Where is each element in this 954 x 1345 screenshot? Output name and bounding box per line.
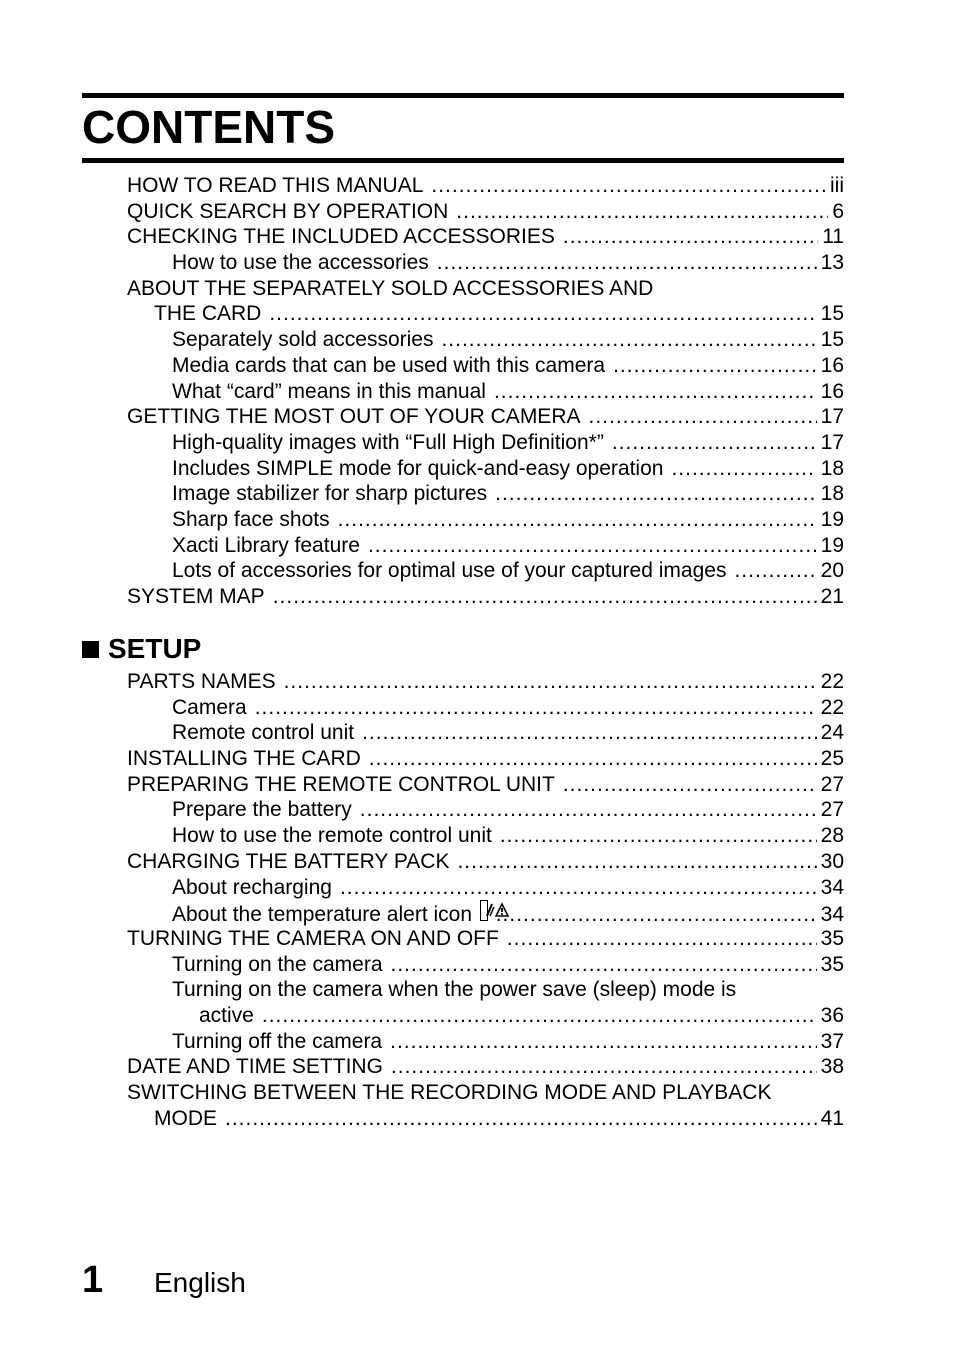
dot-leader [391,952,817,978]
dot-leader [369,746,817,772]
toc-entry [127,926,844,952]
toc-entry-label: GETTING THE MOST OUT OF YOUR CAMERA [127,405,581,429]
toc-entry-label: CHECKING THE INCLUDED ACCESSORIES [127,225,555,249]
toc-entry-page: 6 [832,199,844,223]
toc-entry [127,456,844,482]
dot-leader [273,584,817,610]
toc-entry-label: Separately sold accessories [172,328,434,352]
dot-leader [671,456,816,482]
toc-entry-label: HOW TO READ THIS MANUAL [127,174,424,197]
section-heading-setup [82,632,201,666]
toc-entry-page: 15 [820,302,844,326]
toc-entry-label: What “card” means in this manual [172,379,486,403]
toc-entry [127,430,844,456]
toc-entry [127,977,844,1003]
toc-entry [127,199,844,225]
toc-entry-page: 34 [820,903,844,927]
toc-entry-label: SWITCHING BETWEEN THE RECORDING MODE AND PLAYBACK [127,1081,772,1104]
dot-leader [437,250,817,276]
dot-leader [284,669,817,695]
toc-entry [127,746,844,772]
dot-leader [495,481,817,507]
toc-entry-label: Prepare the battery [172,798,352,822]
toc-entry-label: PREPARING THE REMOTE CONTROL UNIT [127,772,555,796]
dot-leader [441,327,816,353]
toc-entry-page: 36 [820,1003,844,1027]
toc-entry [127,720,844,746]
toc-entry-label: Turning on the camera [172,952,383,976]
toc-entry [127,1003,844,1029]
toc-entry [127,353,844,379]
title-rule-top [82,93,844,98]
dot-leader [500,823,817,849]
toc-entry-page: 38 [820,1055,844,1079]
toc-entry-label: active [199,1003,254,1027]
toc-entry-page: 22 [820,670,844,693]
toc-entry [127,327,844,353]
section-heading-label: SETUP [108,633,202,664]
toc-entry-label: Sharp face shots [172,507,330,531]
toc-entry [127,797,844,823]
dot-leader [340,875,817,901]
toc-entry [127,584,844,610]
toc-entry-label: High-quality images with “Full High Definition*” [172,430,604,454]
toc-entry-page: 37 [820,1029,844,1053]
toc-entry [127,952,844,978]
toc-entry-page: 21 [820,585,844,608]
dot-leader [391,1054,817,1080]
toc-entry-label: INSTALLING THE CARD [127,747,361,771]
toc-entry-page: 17 [820,405,844,429]
toc-entry-label: QUICK SEARCH BY OPERATION [127,199,449,223]
toc-entry [127,276,844,302]
toc-entry-page: 41 [820,1106,844,1130]
toc-entry-page: 25 [820,747,844,771]
page-title: CONTENTS [82,101,335,153]
toc-entry-page: 19 [820,507,844,531]
toc-entry-page: 24 [820,721,844,745]
toc-entry [127,1054,844,1080]
toc-entry [127,533,844,559]
toc-main-list [127,173,844,610]
toc-entry-page: 30 [820,849,844,873]
toc-entry [127,558,844,584]
dot-leader [431,173,826,199]
dot-leader [457,849,816,875]
toc-setup-list [127,669,844,1131]
toc-entry-page: 16 [820,379,844,403]
title-rule-bottom [82,158,844,163]
toc-entry [127,1106,844,1132]
dot-leader [589,404,817,430]
toc-entry [127,695,844,721]
toc-entry-label: DATE AND TIME SETTING [127,1055,383,1079]
toc-entry-page: 15 [820,328,844,352]
toc-entry-label: CHARGING THE BATTERY PACK [127,849,450,873]
toc-entry-label: SYSTEM MAP [127,585,265,608]
toc-entry-page: iii [830,174,844,197]
toc-entry-page: 34 [820,875,844,899]
toc-entry-label: How to use the accessories [172,251,429,275]
dot-leader [362,720,817,746]
dot-leader [563,772,817,798]
toc-entry-label: Xacti Library feature [172,533,360,557]
toc-entry-page: 20 [820,559,844,583]
toc-entry-page: 27 [820,772,844,796]
toc-entry-label: Media cards that can be used with this camera [172,353,606,377]
dot-leader [269,301,816,327]
dot-leader [225,1106,817,1132]
toc-entry-page: 13 [820,251,844,275]
dot-leader [563,224,818,250]
toc-entry-label: Camera [172,695,247,719]
toc-entry-page: 22 [820,695,844,719]
toc-entry-page: 18 [820,482,844,506]
dot-leader [496,902,817,928]
toc-entry [127,875,844,901]
toc-entry-label: How to use the remote control unit [172,824,492,848]
toc-entry-label: MODE [154,1106,217,1130]
page-number: 1 [82,1259,104,1301]
toc-entry [127,481,844,507]
toc-entry-page: 35 [820,926,844,950]
toc-entry-page: 27 [820,798,844,822]
toc-entry [127,379,844,405]
toc-entry [127,900,844,926]
dot-leader [613,353,817,379]
dot-leader [255,695,817,721]
toc-entry-page: 35 [820,952,844,976]
toc-entry [127,849,844,875]
dot-leader [338,507,817,533]
toc-entry-page: 11 [822,225,844,249]
toc-entry-page: 28 [820,824,844,848]
toc-entry [127,669,844,695]
toc-entry-label: Remote control unit [172,721,355,745]
dot-leader [368,533,817,559]
toc-entry [127,1029,844,1055]
toc-entry-label: Includes SIMPLE mode for quick-and-easy operation [172,456,664,480]
dot-leader [360,797,817,823]
toc-entry-label: Turning off the camera [172,1029,383,1053]
toc-entry-label: ABOUT THE SEPARATELY SOLD ACCESSORIES AND [127,276,654,300]
dot-leader [612,430,817,456]
toc-entry-label: TURNING THE CAMERA ON AND OFF [127,926,499,950]
toc-entry [127,823,844,849]
footer-language: English [154,1267,246,1298]
toc-entry-label: About recharging [172,875,332,899]
toc-entry-label: THE CARD [154,302,262,326]
square-bullet-icon [82,641,99,658]
dot-leader [456,199,828,225]
toc-entry [127,1080,844,1106]
toc-entry-label: Lots of accessories for optimal use of your captured images [172,559,727,583]
temperature-alert-icon [480,900,488,921]
toc-entry [127,173,844,199]
dot-leader [390,1029,817,1055]
dot-leader [507,926,817,952]
toc-entry [127,404,844,430]
toc-entry-label: About the temperature alert icon [172,903,473,927]
toc-entry [127,772,844,798]
dot-leader [494,379,817,405]
toc-entry-page: 19 [820,533,844,557]
toc-entry-label: Image stabilizer for sharp pictures [172,482,488,506]
toc-entry-label: Turning on the camera when the power save (sleep) mode is [172,978,737,1002]
toc-entry-page: 17 [820,430,844,454]
toc-entry-page: 18 [820,456,844,480]
dot-leader [734,558,816,584]
toc-entry-page: 16 [820,353,844,377]
dot-leader [262,1003,817,1029]
toc-entry [127,301,844,327]
toc-entry [127,507,844,533]
toc-entry-label: PARTS NAMES [127,670,276,693]
toc-entry [127,224,844,250]
toc-entry [127,250,844,276]
